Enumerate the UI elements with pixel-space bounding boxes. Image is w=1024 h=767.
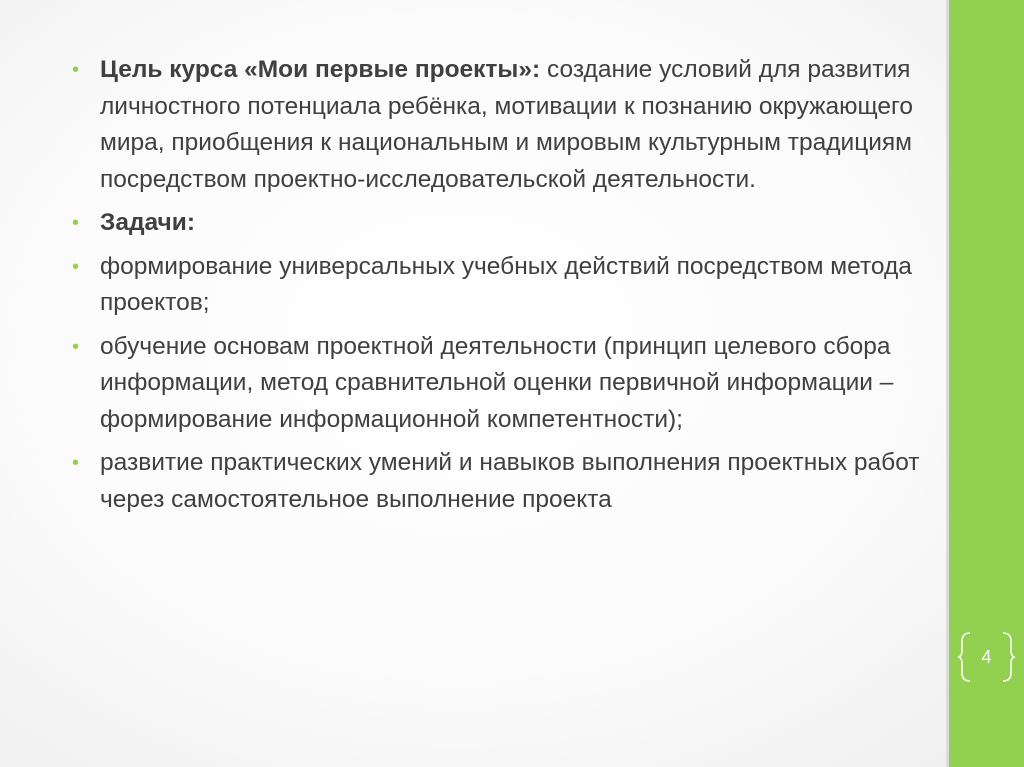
page-number-badge <box>958 630 1015 684</box>
task-item <box>70 329 920 439</box>
tasks-heading-bullet <box>70 205 920 242</box>
goal-label: Цель курса «Мои первые проекты»: <box>100 56 541 83</box>
slide-content <box>70 52 920 525</box>
bullet-icon: • <box>72 452 80 474</box>
task-text: развитие практических умений и навыков выполнения проектных работ через самостоятельное выполнение проекта <box>100 449 920 513</box>
task-text: обучение основам проектной деятельности (принцип целевого сбора информации, метод сравнительной оценки первичной информации – формирование информационной компетентности); <box>100 332 894 433</box>
bullet-icon: • <box>72 212 80 234</box>
goal-bullet <box>70 52 920 198</box>
task-text: формирование универсальных учебных действий посредством метода проектов; <box>100 252 912 316</box>
goal-text: создание условий для развития личностного потенциала ребёнка, мотивации к познанию окружающего мира, приобщения к национальным и мировым культурным традициям посредством проектно-исследовательской деятельности. <box>100 56 914 193</box>
task-item <box>70 445 920 518</box>
bullet-icon: • <box>72 255 80 278</box>
task-item <box>70 249 920 322</box>
bullet-icon: • <box>72 59 80 81</box>
page-number: 4 <box>981 647 992 667</box>
bullet-icon: • <box>72 335 80 358</box>
tasks-heading: Задачи: <box>100 209 195 236</box>
